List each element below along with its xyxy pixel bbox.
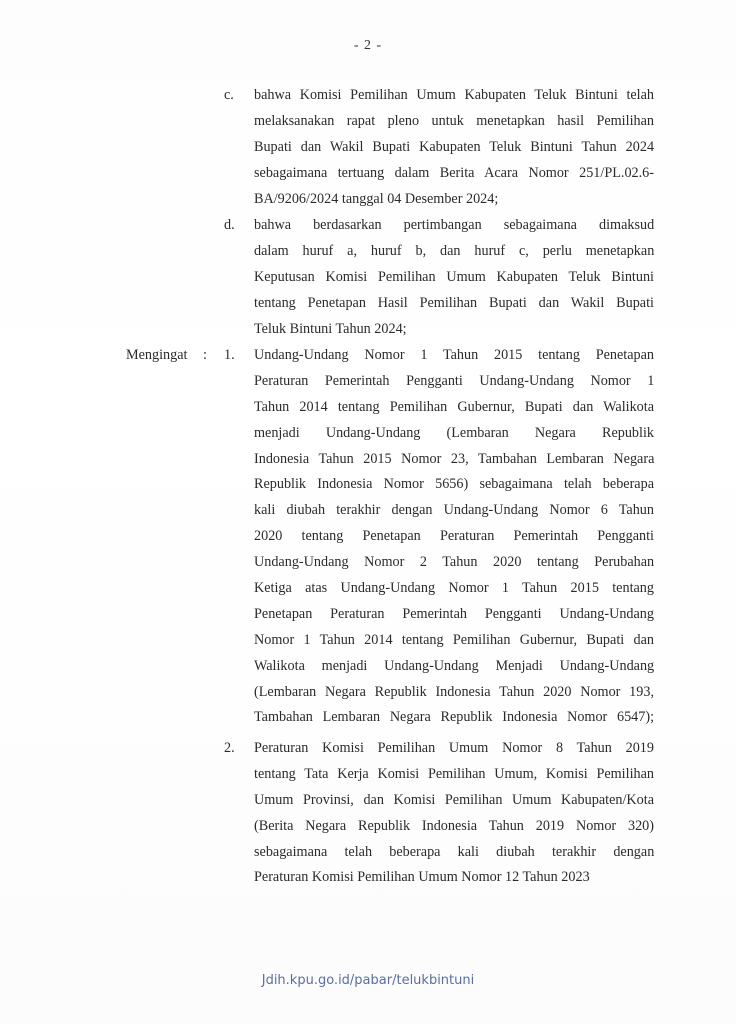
text-line: BA/9206/2024 tanggal 04 Desember 2024;	[254, 190, 499, 207]
text-line: tentang Penetapan Hasil Pemilihan Bupati dan Wakil Bupati	[254, 294, 654, 311]
item-text	[254, 736, 654, 891]
text-line: Peraturan Komisi Pemilihan Umum Nomor 8 Tahun 2019	[254, 740, 654, 756]
text-line: Undang-Undang Nomor 1 Tahun 2015 tentang Penetapan	[254, 347, 654, 363]
text-line: Republik Indonesia Nomor 5656) sebagaimana telah beberapa	[254, 476, 654, 493]
text-line: Tahun 2014 tentang Pemilihan Gubernur, Bupati dan Walikota	[254, 398, 655, 415]
text-line: bahwa Komisi Pemilihan Umum Kabupaten Teluk Bintuni telah	[254, 87, 655, 103]
text-line: Penetapan Peraturan Pemerintah Pengganti Undang-Undang	[254, 605, 654, 622]
text-line: melaksanakan rapat pleno untuk menetapkan hasil Pemilihan	[254, 112, 654, 129]
text-line: Undang-Undang Nomor 2 Tahun 2020 tentang Perubahan	[254, 554, 655, 571]
item-label: 1.	[224, 347, 235, 363]
text-line: Teluk Bintuni Tahun 2024;	[254, 320, 407, 337]
item-label: 2.	[224, 740, 235, 756]
page-number: - 2 -	[353, 38, 383, 53]
text-line: tentang Tata Kerja Komisi Pemilihan Umum, Komisi Pemilihan	[254, 765, 654, 782]
text-line: Nomor 1 Tahun 2014 tentang Pemilihan Gubernur, Bupati dan	[254, 631, 654, 648]
text-line: menjadi Undang-Undang (Lembaran Negara Republik	[254, 424, 654, 441]
item-label: c.	[224, 87, 234, 103]
item-text	[254, 213, 654, 342]
text-line: sebagaimana tertuang dalam Berita Acara Nomor 251/PL.02.6-	[254, 164, 654, 181]
text-line: sebagaimana telah beberapa kali diubah terakhir dengan	[254, 843, 655, 860]
text-line: Tambahan Lembaran Negara Republik Indonesia Nomor 6547);	[254, 709, 655, 726]
footer-jdih-link[interactable]: Jdih.kpu.go.id/pabar/telukbintuni	[261, 973, 475, 988]
text-line: Ketiga atas Undang-Undang Nomor 1 Tahun 2015 tentang	[254, 580, 654, 597]
text-line: kali diubah terakhir dengan Undang-Undang Nomor 6 Tahun	[254, 502, 654, 519]
text-line: Walikota menjadi Undang-Undang Menjadi Undang-Undang	[254, 657, 655, 674]
text-line: Bupati dan Wakil Bupati Kabupaten Teluk Bintuni Tahun 2024	[254, 138, 655, 155]
text-line: bahwa berdasarkan pertimbangan sebagaimana dimaksud	[254, 217, 655, 233]
text-line: (Berita Negara Republik Indonesia Tahun 2019 Nomor 320)	[254, 817, 654, 834]
item-text	[254, 83, 654, 212]
item-text	[254, 343, 654, 731]
mengingat-label: Mengingat	[126, 347, 188, 363]
text-line: dalam huruf a, huruf b, dan huruf c, perlu menetapkan	[254, 242, 655, 259]
text-line: Peraturan Pemerintah Pengganti Undang-Undang Nomor 1	[254, 372, 655, 389]
text-line: (Lembaran Negara Republik Indonesia Tahun 2020 Nomor 193,	[254, 683, 654, 700]
text-line: Peraturan Komisi Pemilihan Umum Nomor 12 Tahun 2023	[254, 869, 590, 886]
text-line: Indonesia Tahun 2015 Nomor 23, Tambahan Lembaran Negara	[254, 450, 655, 467]
text-line: 2020 tentang Penetapan Peraturan Pemerintah Pengganti	[254, 528, 654, 545]
mengingat-colon: :	[203, 347, 207, 363]
text-line: Keputusan Komisi Pemilihan Umum Kabupaten Teluk Bintuni	[254, 268, 654, 285]
text-line: Umum Provinsi, dan Komisi Pemilihan Umum Kabupaten/Kota	[254, 791, 654, 808]
item-label: d.	[224, 217, 235, 233]
